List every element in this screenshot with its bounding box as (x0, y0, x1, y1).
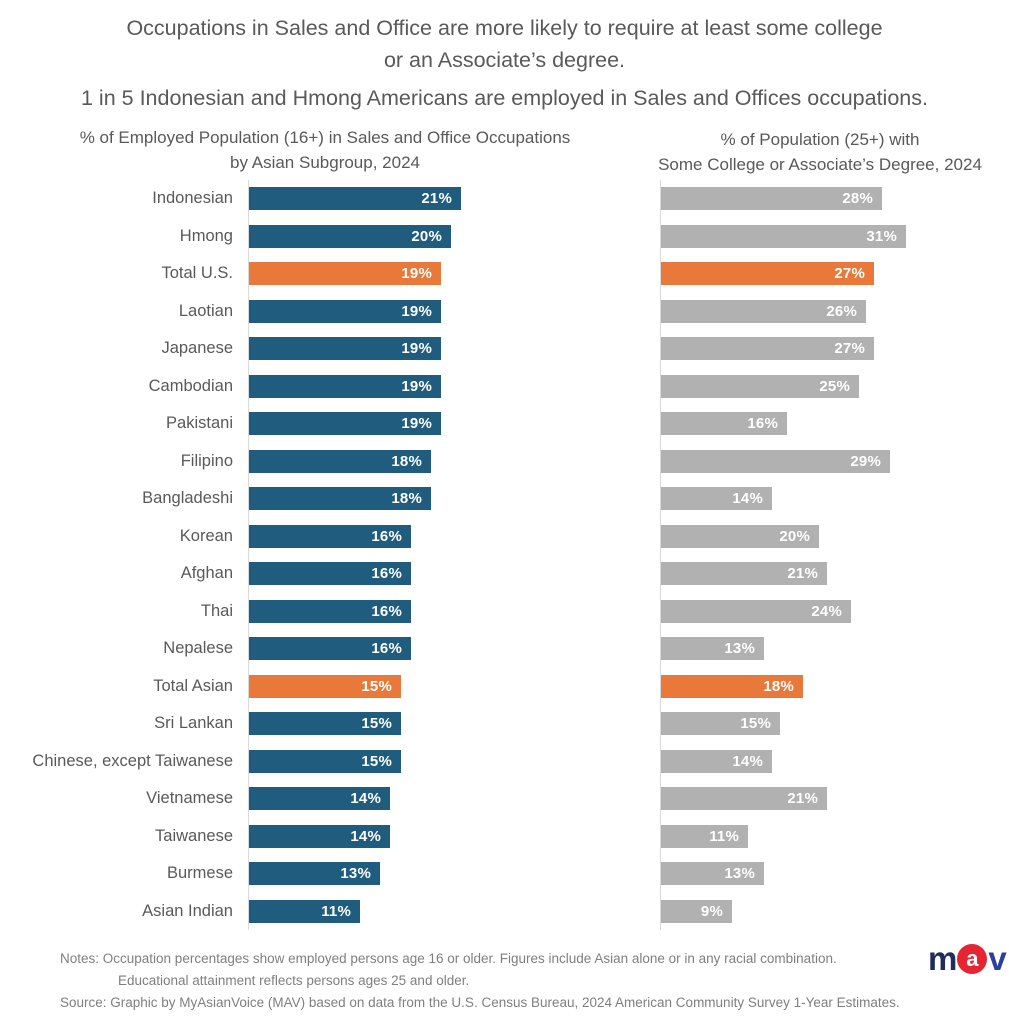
right-bar (661, 337, 874, 360)
right-bar (661, 375, 859, 398)
bar-value-label: 21% (787, 790, 818, 808)
category-label: Filipino (180, 451, 233, 470)
category-label-row (0, 180, 233, 218)
bar-value-label: 18% (763, 677, 794, 695)
left-bar-row (249, 893, 621, 931)
left-bar-row (249, 330, 621, 368)
category-label: Vietnamese (146, 789, 233, 808)
left-bar (249, 412, 441, 435)
bar-value-label: 11% (709, 827, 739, 845)
notes-line2: Educational attainment reflects persons ages 25 and older. (118, 972, 470, 988)
bar-value-label: 16% (371, 602, 402, 620)
bar-value-label: 16% (371, 640, 402, 658)
left-bar-row (249, 855, 621, 893)
bar-value-label: 26% (826, 302, 857, 320)
bar-value-label: 21% (421, 190, 452, 208)
category-label: Total U.S. (161, 264, 233, 283)
left-bar (249, 300, 441, 323)
left-bars-column (248, 180, 621, 930)
right-bar (661, 187, 882, 210)
right-bar-row (661, 405, 1009, 443)
left-bar (249, 712, 401, 735)
right-bar-row (661, 818, 1009, 856)
left-bar (249, 600, 411, 623)
bar-value-label: 15% (361, 715, 392, 733)
left-bar (249, 825, 390, 848)
bar-value-label: 29% (850, 452, 881, 470)
category-label: Asian Indian (142, 901, 233, 920)
left-bar-row (249, 630, 621, 668)
bar-value-label: 19% (401, 377, 432, 395)
category-label-row (0, 555, 233, 593)
left-bar-row (249, 780, 621, 818)
bar-value-label: 19% (401, 265, 432, 283)
right-bar-row (661, 630, 1009, 668)
category-label-row (0, 593, 233, 631)
category-label-row (0, 818, 233, 856)
category-label: Total Asian (153, 676, 233, 695)
right-bar-row (661, 593, 1009, 631)
right-bar (661, 262, 874, 285)
bar-value-label: 14% (732, 490, 763, 508)
left-bar-row (249, 293, 621, 331)
right-bar (661, 787, 827, 810)
left-bar (249, 562, 411, 585)
bar-value-label: 28% (842, 190, 873, 208)
right-bar (661, 900, 732, 923)
bar-value-label: 27% (834, 340, 865, 358)
right-bar-row (661, 668, 1009, 706)
left-bar (249, 675, 401, 698)
category-label: Afghan (180, 564, 233, 583)
left-bar (249, 187, 461, 210)
bar-value-label: 9% (700, 902, 723, 920)
bar-value-label: 16% (747, 415, 778, 433)
left-bar-row (249, 443, 621, 481)
logo-letter-m: m (928, 940, 957, 977)
category-label-row (0, 630, 233, 668)
bar-value-label: 16% (371, 527, 402, 545)
right-bar (661, 562, 827, 585)
category-label-row (0, 218, 233, 256)
right-bar (661, 450, 890, 473)
mav-logo (928, 942, 1006, 975)
right-bar-row (661, 893, 1009, 931)
category-label-row (0, 705, 233, 743)
category-label-row (0, 368, 233, 406)
category-label-row (0, 668, 233, 706)
category-label-row (0, 293, 233, 331)
category-label: Indonesian (152, 189, 233, 208)
right-bar (661, 487, 772, 510)
bar-value-label: 18% (391, 490, 422, 508)
category-label: Sri Lankan (154, 714, 233, 733)
category-label: Chinese, except Taiwanese (32, 751, 233, 770)
charts-area (0, 180, 1009, 932)
bar-value-label: 16% (371, 565, 402, 583)
left-bar-row (249, 743, 621, 781)
right-bar-row (661, 518, 1009, 556)
right-bar-row (661, 443, 1009, 481)
bar-value-label: 24% (811, 602, 842, 620)
category-label: Cambodian (148, 376, 233, 395)
category-label: Korean (179, 526, 233, 545)
bar-value-label: 13% (724, 640, 755, 658)
right-chart-title (640, 128, 1000, 177)
left-bar (249, 787, 390, 810)
right-bar (661, 825, 748, 848)
logo-letter-a-circle-icon: a (957, 944, 987, 974)
right-bar (661, 412, 787, 435)
bar-value-label: 27% (834, 265, 865, 283)
page-title-line1: Occupations in Sales and Office are more likely to require at least some college (126, 16, 883, 40)
page-subtitle: 1 in 5 Indonesian and Hmong Americans are employed in Sales and Offices occupations. (81, 85, 928, 110)
bar-value-label: 20% (779, 527, 810, 545)
right-bar-row (661, 855, 1009, 893)
bar-value-label: 13% (340, 865, 371, 883)
bar-value-label: 31% (866, 227, 897, 245)
right-bar-row (661, 480, 1009, 518)
right-bar-row (661, 293, 1009, 331)
left-bar-row (249, 818, 621, 856)
left-bar (249, 262, 441, 285)
left-bar (249, 862, 380, 885)
bar-value-label: 25% (819, 377, 850, 395)
right-bar (661, 300, 866, 323)
category-label-row (0, 443, 233, 481)
left-bar (249, 487, 431, 510)
category-label-row (0, 855, 233, 893)
page-title-line2: or an Associate’s degree. (383, 48, 626, 73)
right-bar-row (661, 705, 1009, 743)
right-chart-title-line2: Some College or Associate’s Degree, 2024 (658, 154, 982, 174)
category-label: Thai (200, 601, 233, 620)
left-bar (249, 225, 451, 248)
left-bar (249, 525, 411, 548)
left-bar-row (249, 555, 621, 593)
right-bar (661, 862, 764, 885)
left-bar-row (249, 180, 621, 218)
bar-value-label: 14% (732, 752, 763, 770)
right-bar (661, 637, 764, 660)
bar-value-label: 15% (740, 715, 771, 733)
category-label-row (0, 255, 233, 293)
bar-value-label: 19% (401, 340, 432, 358)
right-bar (661, 675, 803, 698)
left-bar-row (249, 480, 621, 518)
page-header (0, 12, 1009, 113)
bar-value-label: 13% (724, 865, 755, 883)
bar-value-label: 19% (401, 415, 432, 433)
right-chart-title-line1: % of Population (25+) with (720, 130, 920, 149)
category-label-row (0, 518, 233, 556)
category-label-row (0, 743, 233, 781)
left-bar-row (249, 705, 621, 743)
left-bar-row (249, 405, 621, 443)
bar-value-label: 14% (350, 790, 381, 808)
left-bar (249, 337, 441, 360)
logo-letter-v: v (988, 940, 1006, 977)
left-chart-title (30, 126, 620, 175)
right-bar-row (661, 180, 1009, 218)
right-bar-row (661, 780, 1009, 818)
category-label: Pakistani (166, 414, 233, 433)
notes-line1: Notes: Occupation percentages show employed persons age 16 or older. Figures include Asian alone or in any racial combination. (60, 951, 837, 966)
right-bar-row (661, 555, 1009, 593)
bar-value-label: 19% (401, 302, 432, 320)
category-label: Laotian (178, 301, 233, 320)
left-bar-row (249, 668, 621, 706)
left-bar-row (249, 255, 621, 293)
source-line: Source: Graphic by MyAsianVoice (MAV) based on data from the U.S. Census Bureau, 2024 American Community Survey 1-Year Estimates. (60, 994, 900, 1010)
right-bar-row (661, 330, 1009, 368)
right-bars-column (660, 180, 1009, 930)
right-bar (661, 525, 819, 548)
left-bar (249, 637, 411, 660)
left-chart-title-line2: by Asian Subgroup, 2024 (230, 152, 420, 172)
left-bar (249, 375, 441, 398)
category-label-row (0, 330, 233, 368)
right-bar (661, 712, 780, 735)
category-label: Burmese (166, 864, 233, 883)
category-label: Japanese (161, 339, 233, 358)
category-label: Nepalese (163, 639, 233, 658)
category-label-row (0, 780, 233, 818)
left-chart-title-line1: % of Employed Population (16+) in Sales and Office Occupations (79, 128, 571, 147)
left-bar-row (249, 518, 621, 556)
bar-value-label: 15% (361, 677, 392, 695)
page-title (0, 12, 1009, 77)
bar-value-label: 15% (361, 752, 392, 770)
category-label-row (0, 480, 233, 518)
left-bar-row (249, 593, 621, 631)
bar-value-label: 18% (391, 452, 422, 470)
left-bar-row (249, 218, 621, 256)
right-bar-row (661, 743, 1009, 781)
left-bar (249, 450, 431, 473)
right-bar-row (661, 218, 1009, 256)
category-label: Bangladeshi (142, 489, 233, 508)
bar-value-label: 11% (321, 902, 351, 920)
left-bar (249, 750, 401, 773)
bar-value-label: 21% (787, 565, 818, 583)
right-bar (661, 750, 772, 773)
category-label: Hmong (179, 226, 233, 245)
right-bar-row (661, 368, 1009, 406)
left-bar (249, 900, 360, 923)
right-bar (661, 600, 851, 623)
bar-value-label: 14% (350, 827, 381, 845)
left-bar-row (249, 368, 621, 406)
footer-notes (60, 948, 940, 1014)
category-label-row (0, 405, 233, 443)
category-labels-column (0, 180, 233, 930)
right-bar-row (661, 255, 1009, 293)
category-label-row (0, 893, 233, 931)
category-label: Taiwanese (155, 826, 233, 845)
right-bar (661, 225, 906, 248)
bar-value-label: 20% (411, 227, 442, 245)
